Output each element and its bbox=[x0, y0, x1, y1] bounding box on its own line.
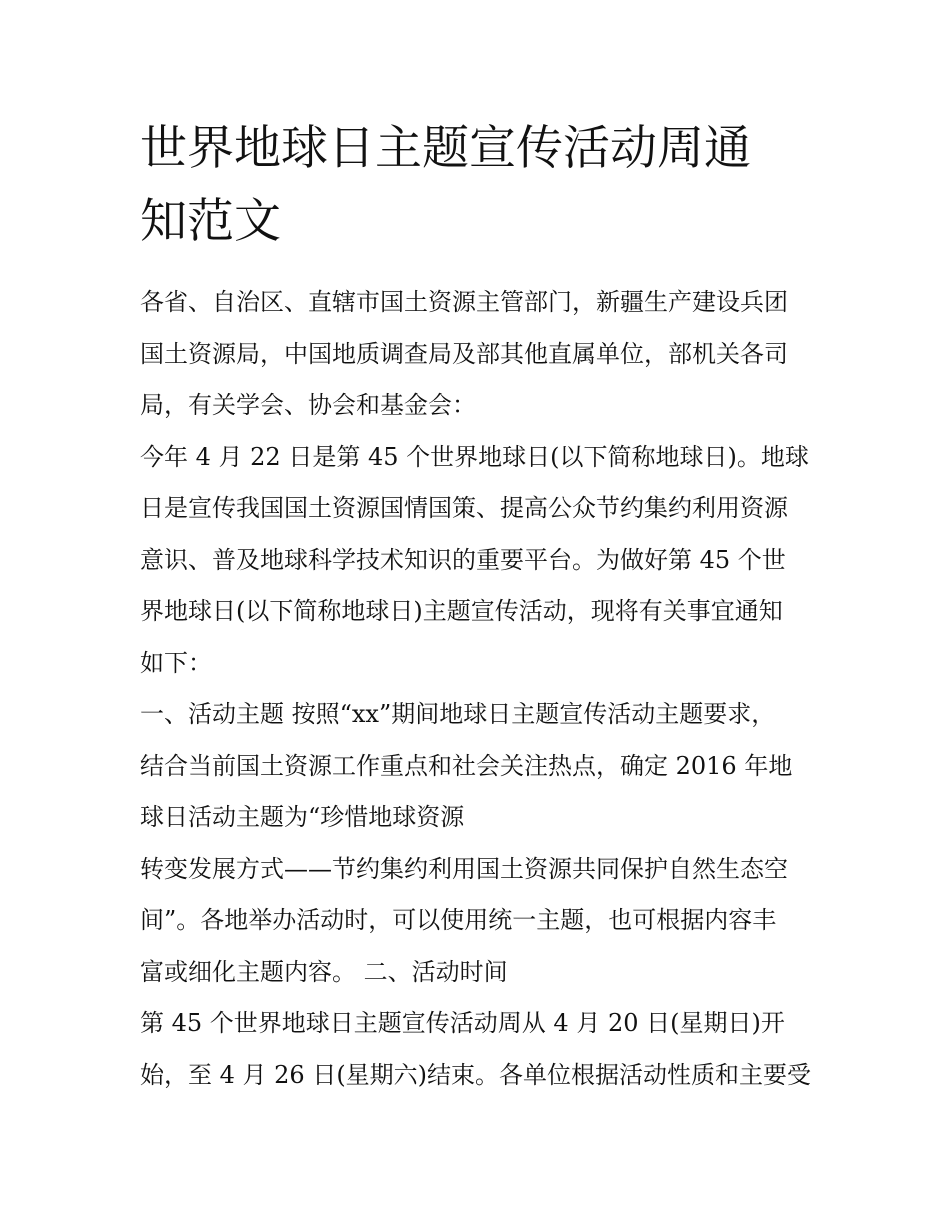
body-line: 一、活动主题 按照“xx”期间地球日主题宣传活动主题要求， bbox=[140, 700, 776, 728]
document-title bbox=[140, 112, 820, 258]
body-line: 富或细化主题内容。 二、活动时间 bbox=[140, 957, 508, 986]
body-line: 如下： bbox=[140, 648, 212, 677]
body-line: 局，有关学会、协会和基金会： bbox=[140, 391, 476, 419]
body-line: 意识、普及地球科学技术知识的重要平台。为做好第 45 个世 bbox=[140, 545, 786, 574]
body-line: 界地球日(以下简称地球日)主题宣传活动，现将有关事宜通知 bbox=[140, 597, 783, 625]
body-line: 结合当前国土资源工作重点和社会关注热点，确定 2016 年地 bbox=[140, 751, 793, 780]
body-line: 转变发展方式——节约集约利用国土资源共同保护自然生态空 bbox=[140, 854, 788, 883]
body-line: 第 45 个世界地球日主题宣传活动周从 4 月 20 日(星期日)开 bbox=[140, 1009, 785, 1037]
body-line: 间”。各地举办活动时，可以使用统一主题，也可根据内容丰 bbox=[140, 906, 777, 934]
body-line: 始，至 4 月 26 日(星期六)结束。各单位根据活动性质和主要受 bbox=[140, 1060, 812, 1089]
body-line: 球日活动主题为“珍惜地球资源 bbox=[140, 803, 465, 831]
title-line: 知范文 bbox=[140, 194, 281, 249]
body-line: 各省、自治区、直辖市国土资源主管部门，新疆生产建设兵团 bbox=[140, 288, 788, 316]
body-line: 日是宣传我国国土资源国情国策、提高公众节约集约利用资源 bbox=[140, 494, 788, 522]
document-body bbox=[140, 277, 830, 1101]
title-line: 世界地球日主题宣传活动周通 bbox=[140, 121, 751, 176]
body-line: 今年 4 月 22 日是第 45 个世界地球日(以下简称地球日)。地球 bbox=[140, 442, 809, 471]
body-line: 国土资源局，中国地质调查局及部其他直属单位，部机关各司 bbox=[140, 339, 788, 368]
